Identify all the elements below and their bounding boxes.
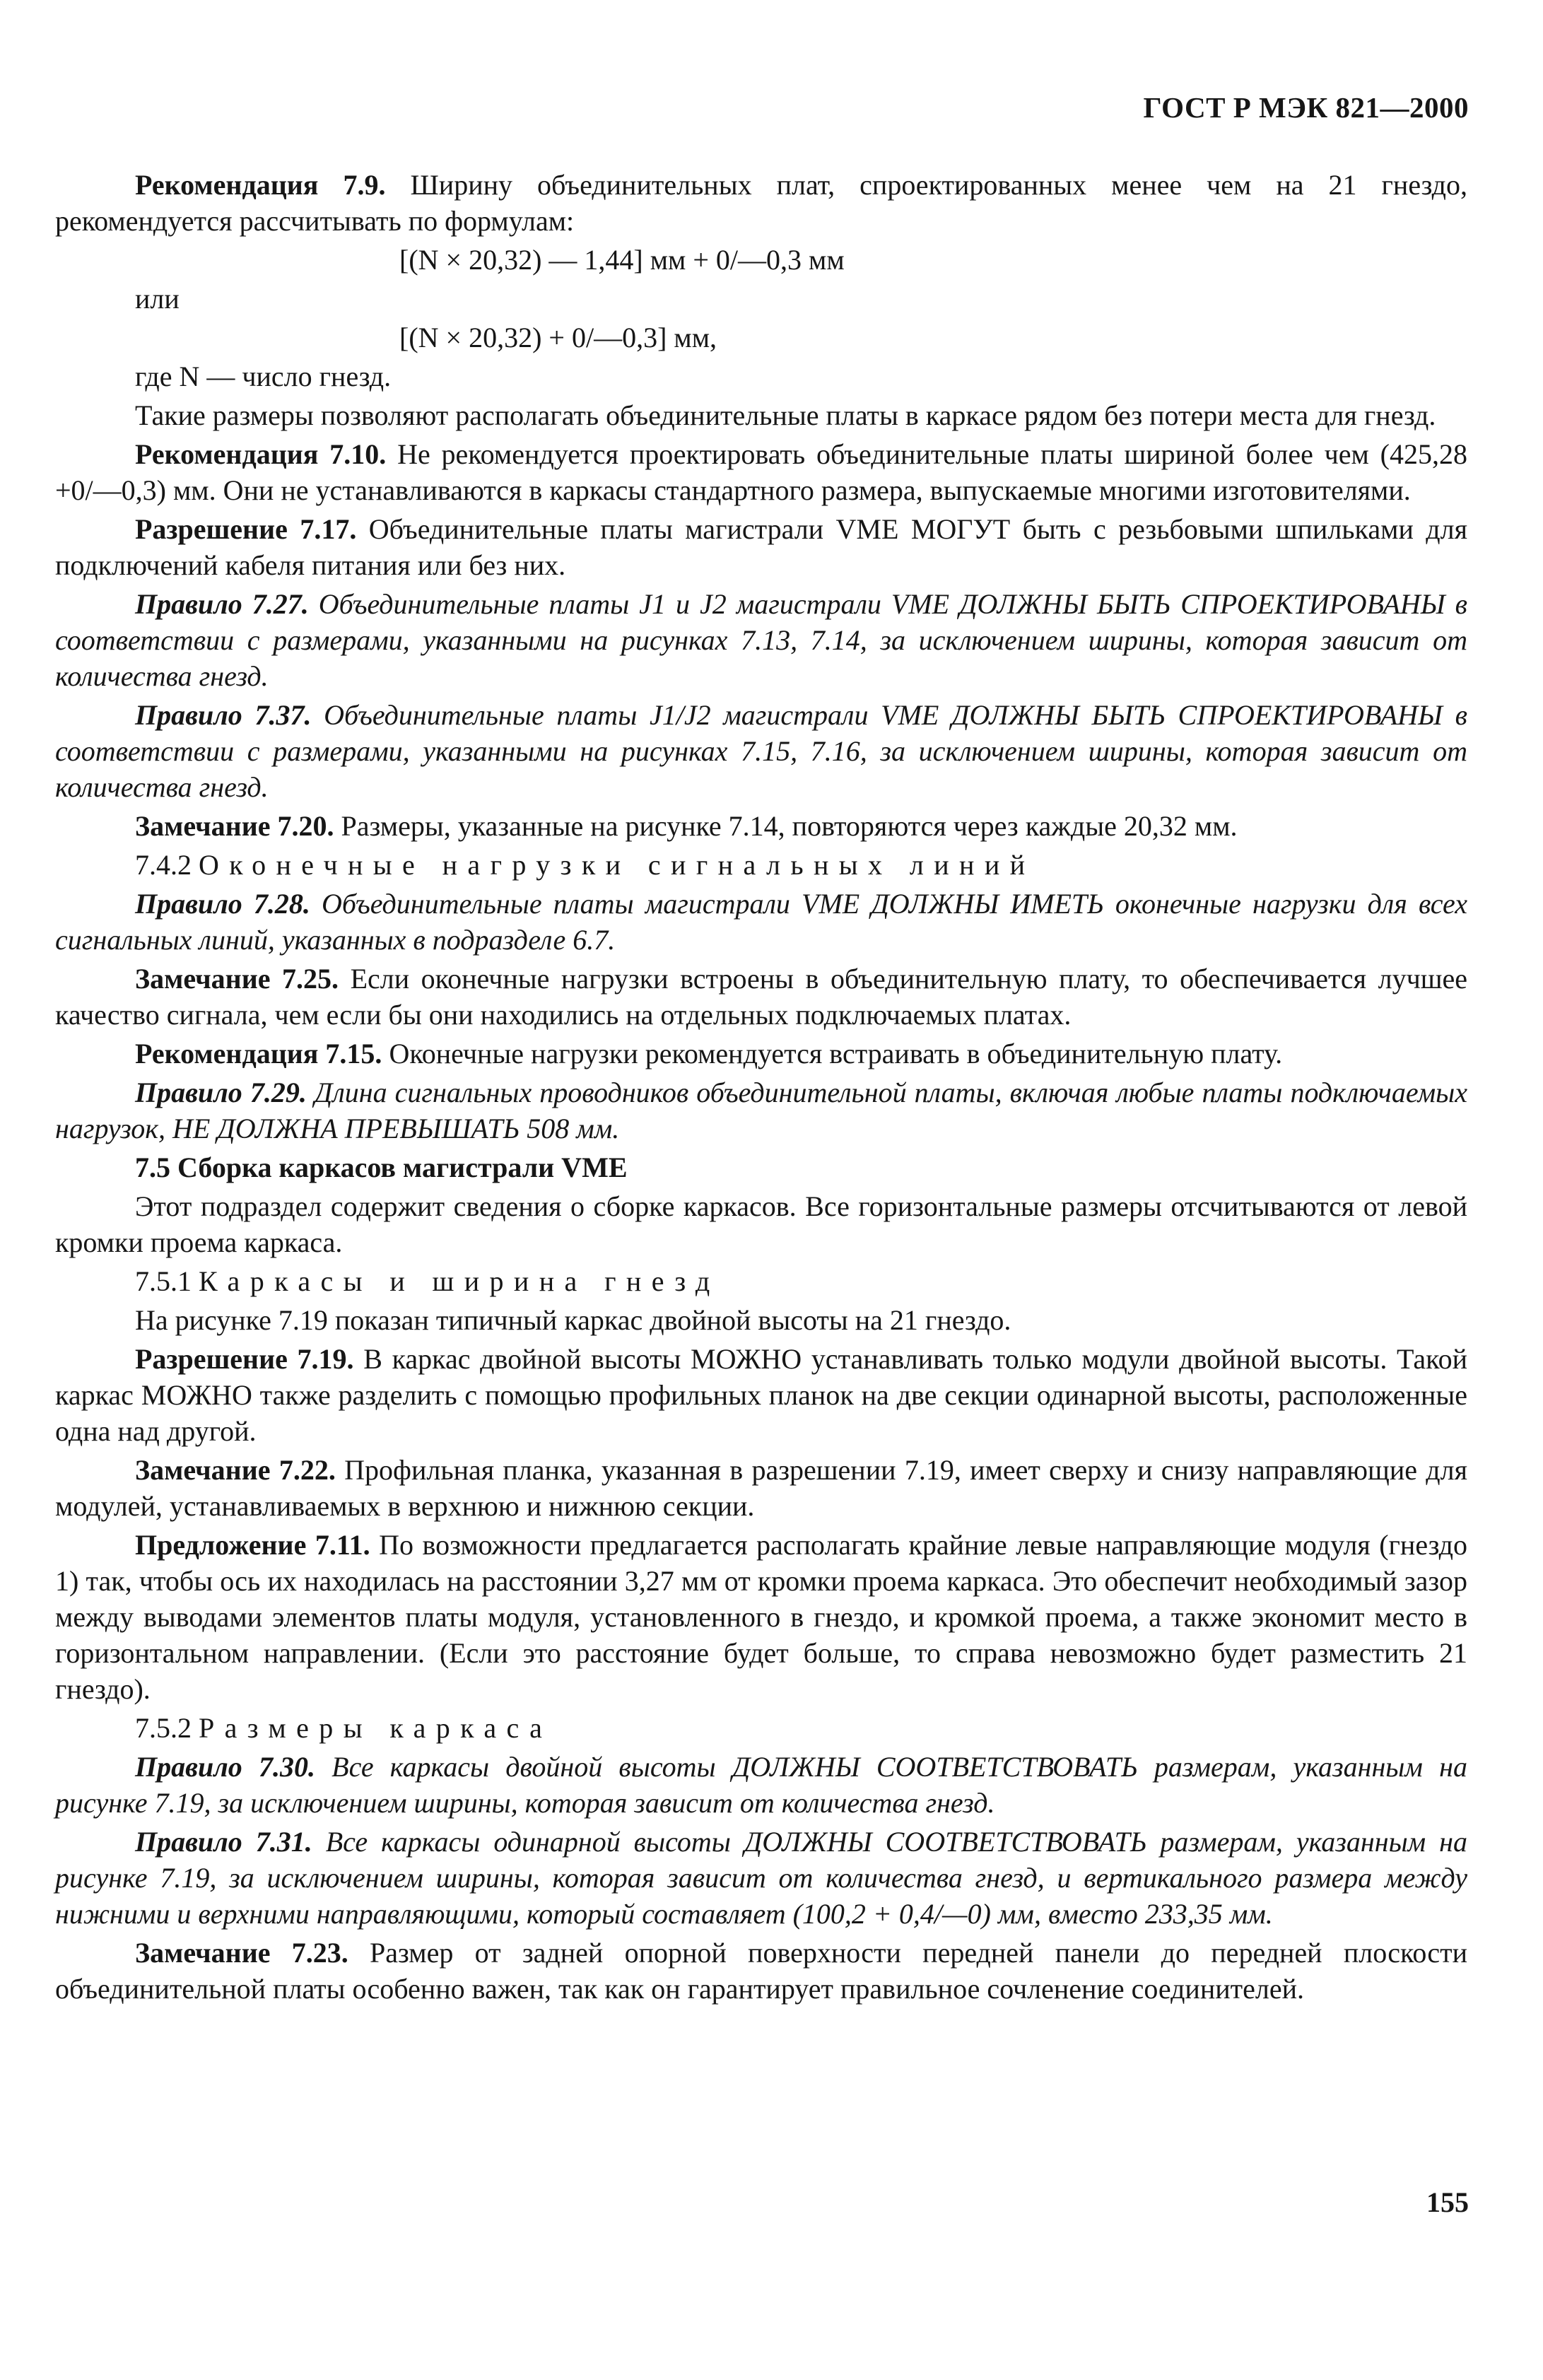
document-body [55, 167, 1467, 2010]
permission-7-19-label: Разрешение 7.19. [135, 1343, 354, 1375]
rule-7-27-text: Объединительные платы J1 и J2 магистрали VME ДОЛЖНЫ БЫТЬ СПРОЕКТИРОВАНЫ в соответствии с размерами, указанными на рисунках 7.13, 7.14, за исключением ширины, которая зависит от количества гнезд. [55, 588, 1468, 692]
page-number: 155 [1426, 2186, 1469, 2218]
section-7-5-2-title: Размеры каркаса [199, 1712, 553, 1744]
rule-7-37-label: Правило 7.37. [135, 699, 312, 731]
rule-7-30-label: Правило 7.30. [135, 1751, 315, 1783]
recommendation-7-15-label: Рекомендация 7.15. [135, 1038, 382, 1069]
section-7-4-2-number: 7.4.2 [135, 849, 192, 881]
rule-7-29-text: Длина сигнальных проводников объединительной платы, включая любые платы подключаемых нагрузок, НЕ ДОЛЖНА ПРЕВЫШАТЬ 508 мм. [55, 1077, 1467, 1144]
formula-where: где N — число гнезд. [135, 360, 392, 392]
rule-7-30 [55, 1749, 1467, 1821]
recommendation-7-9-label: Рекомендация 7.9. [135, 169, 386, 201]
note-7-22-label: Замечание 7.22. [135, 1454, 336, 1486]
note-7-25-text: Если оконечные нагрузки встроены в объединительную плату, то обеспечивается лучшее качество сигнала, чем если бы они находились на отдельных подключаемых платах. [55, 963, 1467, 1031]
rule-7-29-label: Правило 7.29. [135, 1077, 307, 1108]
rule-7-31 [55, 1824, 1467, 1932]
section-7-5-1 [55, 1263, 1467, 1299]
note-7-22-text: Профильная планка, указанная в разрешении 7.19, имеет сверху и снизу направляющие для модулей, устанавливаемых в верхнюю и нижнюю секции. [55, 1454, 1468, 1522]
rule-7-30-text: Все каркасы двойной высоты ДОЛЖНЫ СООТВЕТСТВОВАТЬ размерам, указанным на рисунке 7.19, за исключением ширины, которая зависит от количества гнезд. [55, 1751, 1467, 1819]
section-7-4-2-title: Оконечные нагрузки сигнальных линий [199, 849, 1035, 881]
formula-1: [(N × 20,32) — 1,44] мм + 0/—0,3 мм [399, 244, 845, 276]
permission-7-17 [55, 511, 1467, 583]
note-7-22 [55, 1452, 1467, 1524]
rule-7-28-text: Объединительные платы магистрали VME ДОЛЖНЫ ИМЕТЬ оконечные нагрузки для всех сигнальных линий, указанных в подразделе 6.7. [55, 888, 1467, 956]
suggestion-7-11-text: По возможности предлагается располагать крайние левые направляющие модуля (гнездо 1) так, чтобы ось их находилась на расстоянии 3,27 мм от кромки проема каркаса. Это обеспечит необходимый зазор между выводами элементов платы модуля, установленного в гнездо, и кромкой проема, а также экономит место в горизонтальном направлении. (Если это расстояние будет больше, то справа невозможно будет разместить 21 гнездо). [55, 1529, 1468, 1705]
section-7-5-2 [55, 1710, 1467, 1746]
rule-7-31-label: Правило 7.31. [135, 1826, 312, 1858]
note-7-25-label: Замечание 7.25. [135, 963, 339, 995]
permission-7-19 [55, 1341, 1467, 1449]
rule-7-31-text: Все каркасы одинарной высоты ДОЛЖНЫ СООТВЕТСТВОВАТЬ размерам, указанным на рисунке 7.19, за исключением ширины, которая зависит от количества гнезд, и вертикального размера между нижними и верхними направляющими, который составляет (100,2 + 0,4/—0) мм, вместо 233,35 мм. [55, 1826, 1468, 1930]
note-7-23 [55, 1935, 1467, 2007]
suggestion-7-11-label: Предложение 7.11. [135, 1529, 370, 1561]
note-7-23-text: Размер от задней опорной поверхности передней панели до передней плоскости объединительной платы особенно важен, так как он гарантирует правильное сочленение соединителей. [55, 1937, 1468, 2005]
rule-7-27-label: Правило 7.27. [135, 588, 309, 620]
formula-2: [(N × 20,32) + 0/—0,3] мм, [399, 322, 717, 353]
recommendation-7-9 [55, 167, 1467, 239]
recommendation-7-10-text: Не рекомендуется проектировать объединительные платы шириной более чем (425,28 +0/—0,3) мм. Они не устанавливаются в каркасы стандартного размера, выпускаемые многими изготовителями. [55, 438, 1467, 506]
rule-7-29 [55, 1074, 1467, 1147]
recommendation-7-10-label: Рекомендация 7.10. [135, 438, 387, 470]
recommendation-7-15-text: Оконечные нагрузки рекомендуется встраивать в объединительную плату. [382, 1038, 1283, 1069]
recommendation-7-9-text: Ширину объединительных плат, спроектированных менее чем на 21 гнездо, рекомендуется рассчитывать по формулам: [55, 169, 1467, 237]
section-7-5-heading: 7.5 Сборка каркасов магистрали VME [135, 1151, 628, 1183]
rule-7-37-text: Объединительные платы J1/J2 магистрали VME ДОЛЖНЫ БЫТЬ СПРОЕКТИРОВАНЫ в соответствии с размерами, указанными на рисунках 7.15, 7.16, за исключением ширины, которая зависит от количества гнезд. [55, 699, 1467, 803]
note-7-20 [55, 808, 1467, 844]
section-7-5-intro: Этот подраздел содержит сведения о сборке каркасов. Все горизонтальные размеры отсчитываются от левой кромки проема каркаса. [55, 1190, 1467, 1258]
section-7-5-2-number: 7.5.2 [135, 1712, 192, 1744]
permission-7-17-text: Объединительные платы магистрали VME МОГУТ быть с резьбовыми шпильками для подключений кабеля питания или без них. [55, 513, 1467, 581]
note-7-20-label: Замечание 7.20. [135, 810, 334, 842]
paragraph-sizes: Такие размеры позволяют располагать объединительные платы в каркасе рядом без потери места для гнезд. [135, 399, 1436, 431]
figure-7-19-intro: На рисунке 7.19 показан типичный каркас двойной высоты на 21 гнездо. [135, 1304, 1011, 1336]
permission-7-17-label: Разрешение 7.17. [135, 513, 357, 545]
note-7-25 [55, 961, 1467, 1033]
rule-7-28-label: Правило 7.28. [135, 888, 310, 920]
section-7-4-2 [55, 847, 1467, 883]
section-7-5-1-number: 7.5.1 [135, 1265, 192, 1297]
rule-7-28 [55, 886, 1467, 958]
permission-7-19-text: В каркас двойной высоты МОЖНО устанавливать только модули двойной высоты. Такой каркас МОЖНО также разделить с помощью профильных планок на две секции одинарной высоты, расположенные одна над другой. [55, 1343, 1467, 1447]
suggestion-7-11 [55, 1527, 1467, 1707]
formula-or: или [135, 283, 180, 315]
page-header: ГОСТ Р МЭК 821—2000 [1143, 91, 1469, 124]
recommendation-7-10 [55, 436, 1467, 508]
rule-7-27 [55, 586, 1467, 694]
rule-7-37 [55, 697, 1467, 805]
recommendation-7-15 [55, 1036, 1467, 1072]
note-7-23-label: Замечание 7.23. [135, 1937, 348, 1969]
section-7-5-1-title: Каркасы и ширина гнезд [199, 1265, 720, 1297]
note-7-20-text: Размеры, указанные на рисунке 7.14, повторяются через каждые 20,32 мм. [334, 810, 1238, 842]
